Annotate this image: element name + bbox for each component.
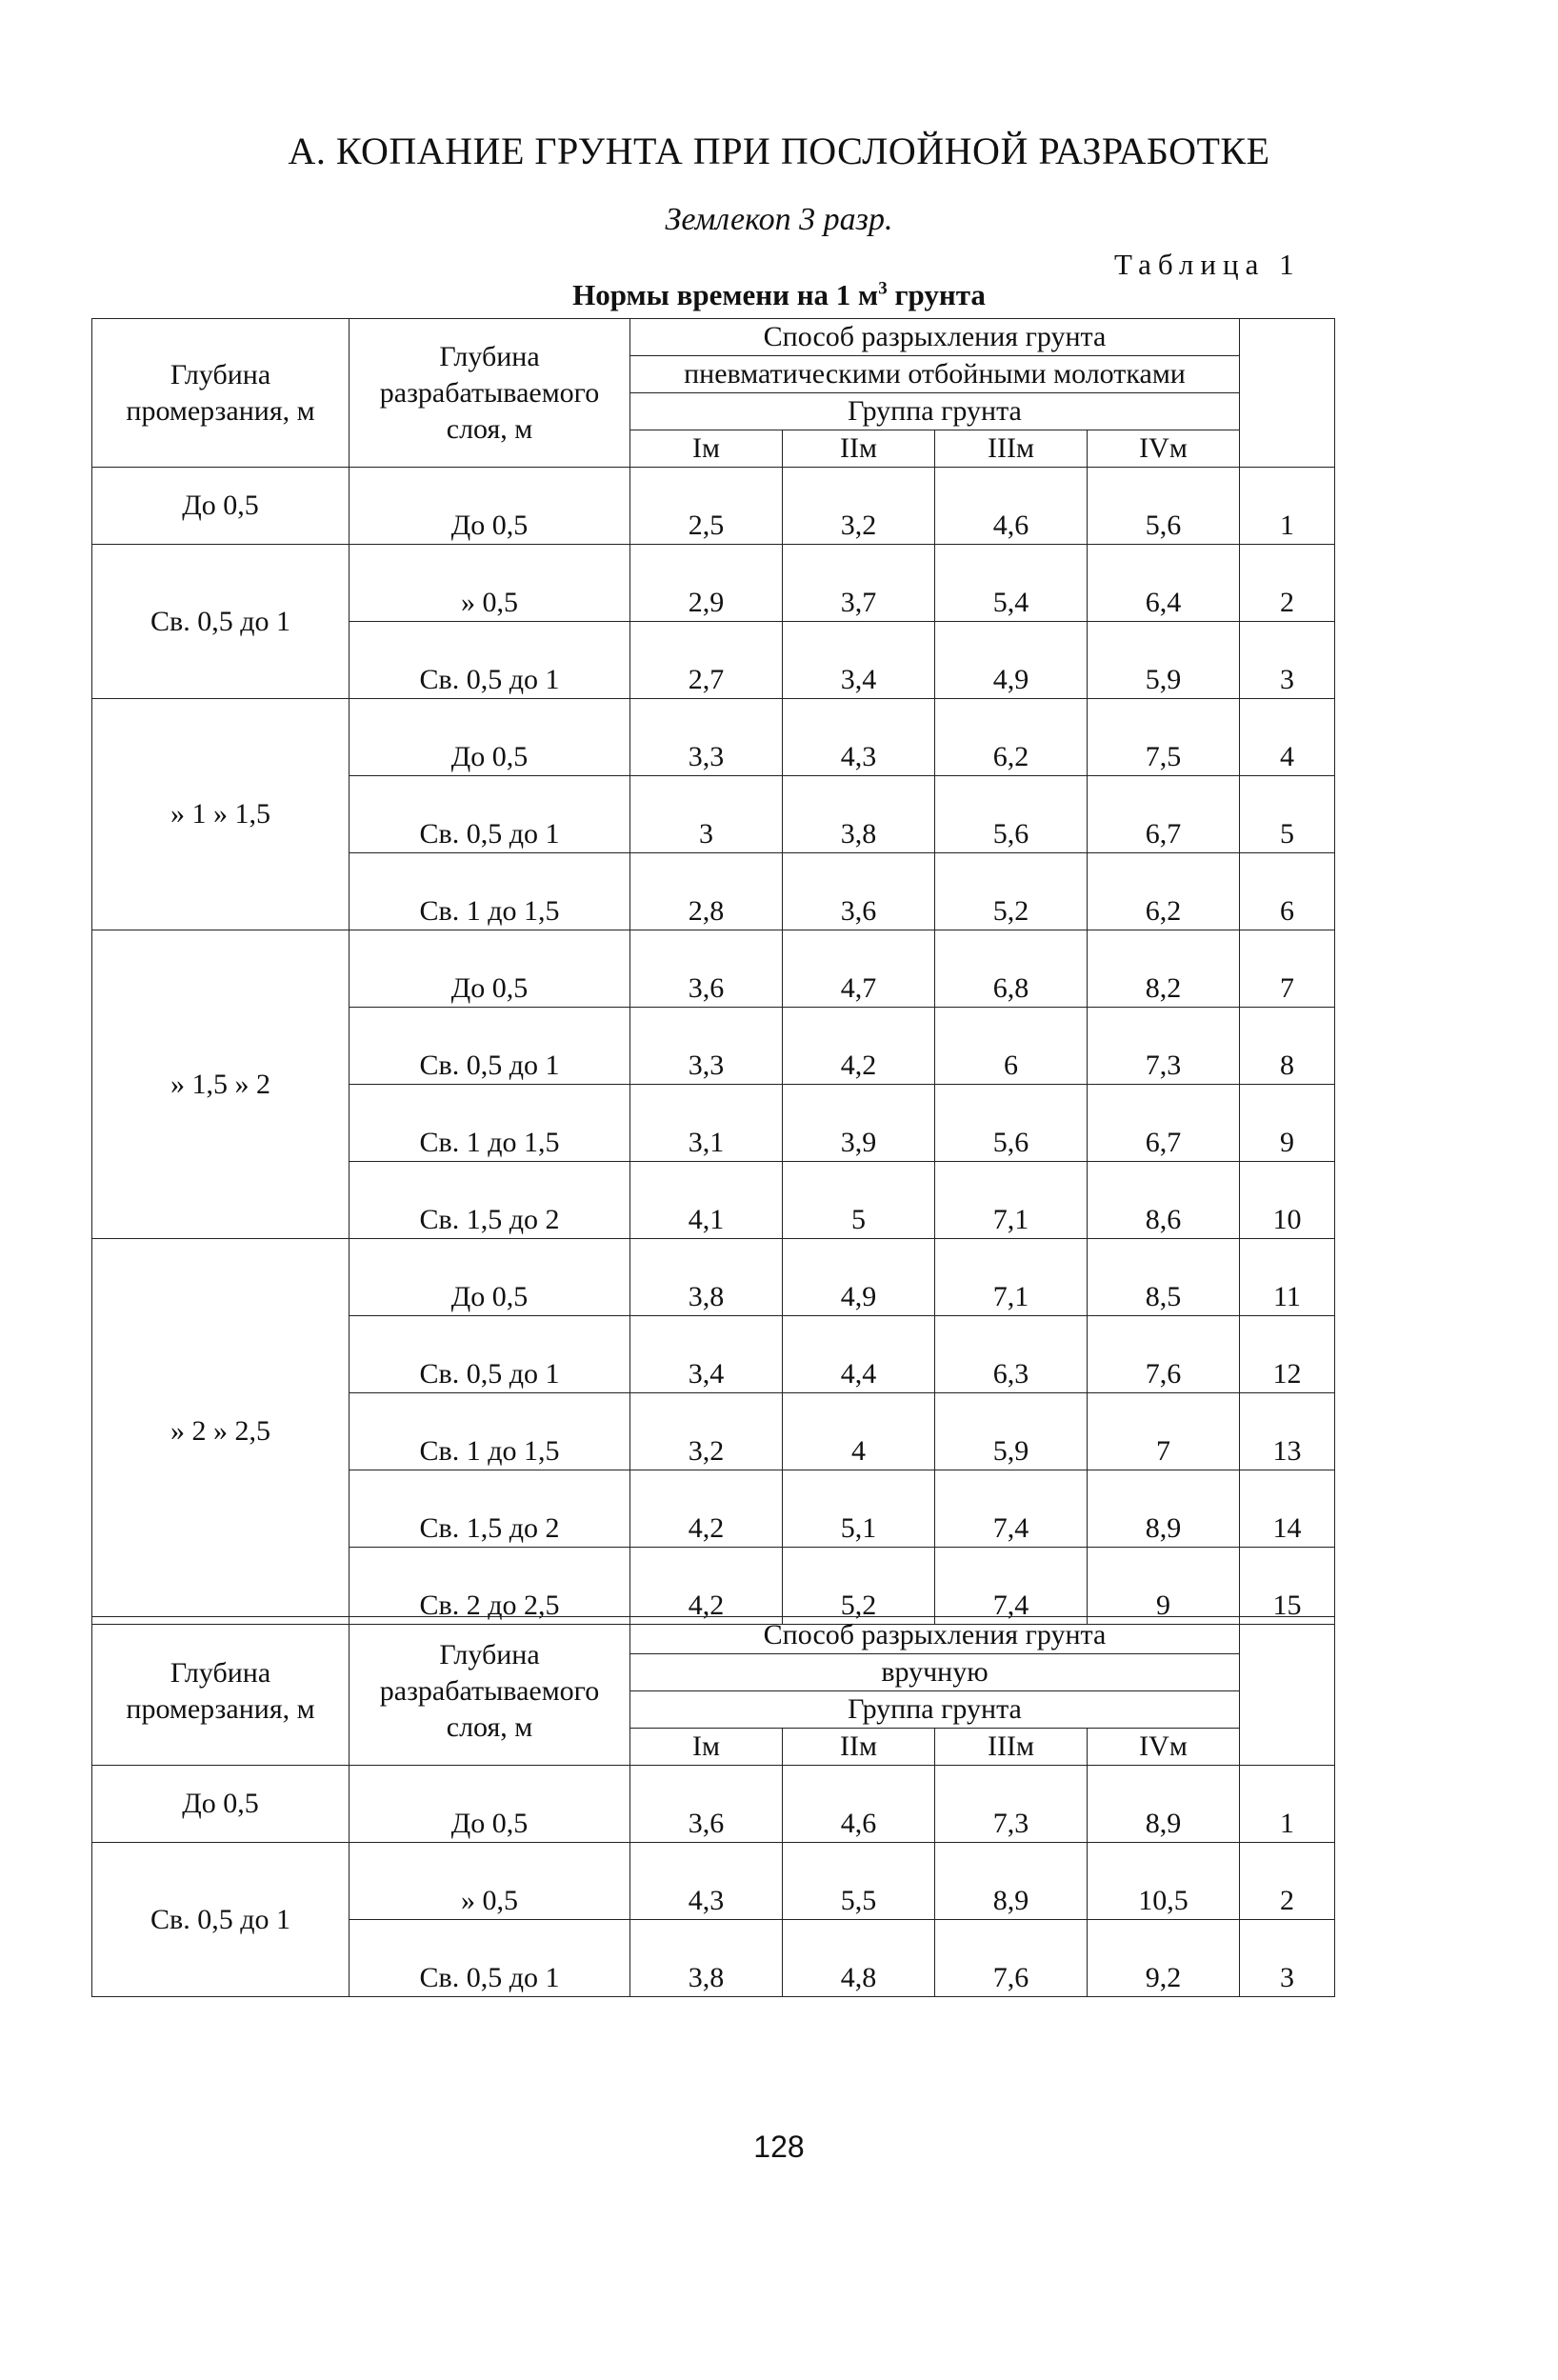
row-number-cell: 3	[1240, 622, 1335, 699]
table-label: Таблица 1	[1114, 248, 1301, 281]
header-layer-depth: Глубина разрабатываемого слоя, м	[350, 1617, 630, 1766]
freeze-depth-cell: До 0,5	[92, 1766, 350, 1843]
layer-depth-cell: Св. 1 до 1,5	[350, 853, 630, 930]
layer-depth-cell: Св. 0,5 до 1	[350, 1316, 630, 1393]
norm-value-cell: 4,7	[783, 930, 935, 1008]
row-number-cell: 2	[1240, 545, 1335, 622]
norm-value-cell: 4,6	[935, 468, 1088, 545]
norm-value-cell: 3,6	[630, 1766, 783, 1843]
norm-value-cell: 8,9	[1088, 1766, 1240, 1843]
layer-depth-cell: Св. 0,5 до 1	[350, 622, 630, 699]
norm-value-cell: 7,1	[935, 1162, 1088, 1239]
row-number-cell: 13	[1240, 1393, 1335, 1470]
norm-value-cell: 3,4	[783, 622, 935, 699]
header-freeze-depth: Глубина промерзания, м	[92, 319, 350, 468]
norm-value-cell: 4,2	[783, 1008, 935, 1085]
layer-depth-cell: Св. 1,5 до 2	[350, 1162, 630, 1239]
norm-value-cell: 6,2	[935, 699, 1088, 776]
header-group-3: IIIм	[935, 430, 1088, 468]
norm-value-cell: 4,2	[630, 1548, 783, 1625]
header-method-name: вручную	[630, 1654, 1240, 1691]
layer-depth-cell: Св. 1 до 1,5	[350, 1085, 630, 1162]
norm-value-cell: 4,2	[630, 1470, 783, 1548]
freeze-depth-cell: » 1 » 1,5	[92, 699, 350, 930]
norm-value-cell: 8,9	[935, 1843, 1088, 1920]
norm-value-cell: 5,1	[783, 1470, 935, 1548]
norm-value-cell: 2,9	[630, 545, 783, 622]
norm-value-cell: 3,1	[630, 1085, 783, 1162]
norm-value-cell: 5,2	[783, 1548, 935, 1625]
table-row	[92, 468, 1335, 545]
header-group-1: Iм	[630, 430, 783, 468]
header-group-4: IVм	[1088, 430, 1240, 468]
norm-value-cell: 8,2	[1088, 930, 1240, 1008]
norm-value-cell: 7,3	[1088, 1008, 1240, 1085]
norm-value-cell: 3,8	[630, 1920, 783, 1997]
norm-value-cell: 9	[1088, 1548, 1240, 1625]
header-number-col	[1240, 319, 1335, 468]
layer-depth-cell: Св. 0,5 до 1	[350, 776, 630, 853]
norm-value-cell: 5,6	[935, 776, 1088, 853]
layer-depth-cell: До 0,5	[350, 468, 630, 545]
header-number-col	[1240, 1617, 1335, 1766]
norm-value-cell: 5,9	[1088, 622, 1240, 699]
row-number-cell: 9	[1240, 1085, 1335, 1162]
norm-value-cell: 6,3	[935, 1316, 1088, 1393]
norm-value-cell: 3,4	[630, 1316, 783, 1393]
norm-value-cell: 6	[935, 1008, 1088, 1085]
norm-value-cell: 6,2	[1088, 853, 1240, 930]
norm-value-cell: 9,2	[1088, 1920, 1240, 1997]
norm-value-cell: 3,7	[783, 545, 935, 622]
header-loosening-method: Способ разрыхления грунта	[630, 1617, 1240, 1654]
row-number-cell: 6	[1240, 853, 1335, 930]
norm-value-cell: 7,4	[935, 1548, 1088, 1625]
norms-table-manual	[91, 1616, 1335, 1997]
norm-value-cell: 3,9	[783, 1085, 935, 1162]
row-number-cell: 15	[1240, 1548, 1335, 1625]
layer-depth-cell: » 0,5	[350, 545, 630, 622]
layer-depth-cell: Св. 1 до 1,5	[350, 1393, 630, 1470]
table-row	[92, 930, 1335, 1008]
norm-value-cell: 4,1	[630, 1162, 783, 1239]
layer-depth-cell: До 0,5	[350, 699, 630, 776]
norm-value-cell: 3,3	[630, 699, 783, 776]
norm-value-cell: 3,8	[630, 1239, 783, 1316]
norm-value-cell: 2,8	[630, 853, 783, 930]
table-row	[92, 545, 1335, 622]
norm-value-cell: 3	[630, 776, 783, 853]
table-row	[92, 699, 1335, 776]
norm-value-cell: 8,9	[1088, 1470, 1240, 1548]
norm-value-cell: 4,3	[783, 699, 935, 776]
header-layer-depth: Глубина разрабатываемого слоя, м	[350, 319, 630, 468]
freeze-depth-cell: » 2 » 2,5	[92, 1239, 350, 1625]
layer-depth-cell: До 0,5	[350, 1766, 630, 1843]
norm-value-cell: 7,3	[935, 1766, 1088, 1843]
norm-value-cell: 4,3	[630, 1843, 783, 1920]
table-row	[92, 1239, 1335, 1316]
layer-depth-cell: Св. 0,5 до 1	[350, 1920, 630, 1997]
layer-depth-cell: До 0,5	[350, 1239, 630, 1316]
norm-value-cell: 3,6	[783, 853, 935, 930]
header-group-4: IVм	[1088, 1729, 1240, 1766]
norm-value-cell: 7,5	[1088, 699, 1240, 776]
row-number-cell: 7	[1240, 930, 1335, 1008]
header-group-2: IIм	[783, 430, 935, 468]
row-number-cell: 1	[1240, 1766, 1335, 1843]
norm-value-cell: 7,4	[935, 1470, 1088, 1548]
row-number-cell: 5	[1240, 776, 1335, 853]
norm-value-cell: 5,6	[1088, 468, 1240, 545]
norm-value-cell: 3,6	[630, 930, 783, 1008]
row-number-cell: 3	[1240, 1920, 1335, 1997]
table-row	[92, 1766, 1335, 1843]
caption-after: грунта	[887, 278, 986, 311]
norm-value-cell: 3,2	[630, 1393, 783, 1470]
header-soil-group: Группа грунта	[630, 393, 1240, 430]
norm-value-cell: 5,9	[935, 1393, 1088, 1470]
norm-value-cell: 8,5	[1088, 1239, 1240, 1316]
norm-value-cell: 6,7	[1088, 776, 1240, 853]
header-group-1: Iм	[630, 1729, 783, 1766]
header-group-2: IIм	[783, 1729, 935, 1766]
row-number-cell: 14	[1240, 1470, 1335, 1548]
norm-value-cell: 4,8	[783, 1920, 935, 1997]
norm-value-cell: 6,7	[1088, 1085, 1240, 1162]
row-number-cell: 2	[1240, 1843, 1335, 1920]
freeze-depth-cell: Св. 0,5 до 1	[92, 1843, 350, 1997]
norms-table-pneumatic	[91, 318, 1335, 1625]
norm-value-cell: 7,6	[935, 1920, 1088, 1997]
norm-value-cell: 6,4	[1088, 545, 1240, 622]
norm-value-cell: 8,6	[1088, 1162, 1240, 1239]
norm-value-cell: 7,6	[1088, 1316, 1240, 1393]
layer-depth-cell: Св. 2 до 2,5	[350, 1548, 630, 1625]
norm-value-cell: 3,3	[630, 1008, 783, 1085]
norm-value-cell: 2,7	[630, 622, 783, 699]
header-loosening-method: Способ разрыхления грунта	[630, 319, 1240, 356]
table-caption	[0, 278, 1558, 312]
norm-value-cell: 4,6	[783, 1766, 935, 1843]
layer-depth-cell: До 0,5	[350, 930, 630, 1008]
worker-grade: Землекоп 3 разр.	[665, 202, 893, 237]
layer-depth-cell: Св. 1,5 до 2	[350, 1470, 630, 1548]
norm-value-cell: 5	[783, 1162, 935, 1239]
norm-value-cell: 5,5	[783, 1843, 935, 1920]
norm-value-cell: 7,1	[935, 1239, 1088, 1316]
page-number: 128	[753, 2130, 805, 2164]
norm-value-cell: 4	[783, 1393, 935, 1470]
freeze-depth-cell: Св. 0,5 до 1	[92, 545, 350, 699]
row-number-cell: 4	[1240, 699, 1335, 776]
layer-depth-cell: » 0,5	[350, 1843, 630, 1920]
caption-sup: 3	[878, 278, 888, 299]
norm-value-cell: 5,2	[935, 853, 1088, 930]
header-method-name: пневматическими отбойными молотками	[630, 356, 1240, 393]
norm-value-cell: 2,5	[630, 468, 783, 545]
norm-value-cell: 4,9	[935, 622, 1088, 699]
norm-value-cell: 4,9	[783, 1239, 935, 1316]
table-row	[92, 1843, 1335, 1920]
row-number-cell: 10	[1240, 1162, 1335, 1239]
freeze-depth-cell: До 0,5	[92, 468, 350, 545]
caption-text: Нормы времени на 1 м	[572, 278, 879, 311]
norm-value-cell: 3,8	[783, 776, 935, 853]
norm-value-cell: 10,5	[1088, 1843, 1240, 1920]
layer-depth-cell: Св. 0,5 до 1	[350, 1008, 630, 1085]
row-number-cell: 8	[1240, 1008, 1335, 1085]
row-number-cell: 12	[1240, 1316, 1335, 1393]
header-freeze-depth: Глубина промерзания, м	[92, 1617, 350, 1766]
row-number-cell: 1	[1240, 468, 1335, 545]
header-group-3: IIIм	[935, 1729, 1088, 1766]
norm-value-cell: 5,6	[935, 1085, 1088, 1162]
freeze-depth-cell: » 1,5 » 2	[92, 930, 350, 1239]
norm-value-cell: 5,4	[935, 545, 1088, 622]
norm-value-cell: 4,4	[783, 1316, 935, 1393]
page-title: А. КОПАНИЕ ГРУНТА ПРИ ПОСЛОЙНОЙ РАЗРАБОТКЕ	[288, 130, 1270, 172]
norm-value-cell: 6,8	[935, 930, 1088, 1008]
norm-value-cell: 3,2	[783, 468, 935, 545]
header-soil-group: Группа грунта	[630, 1691, 1240, 1729]
norm-value-cell: 7	[1088, 1393, 1240, 1470]
row-number-cell: 11	[1240, 1239, 1335, 1316]
